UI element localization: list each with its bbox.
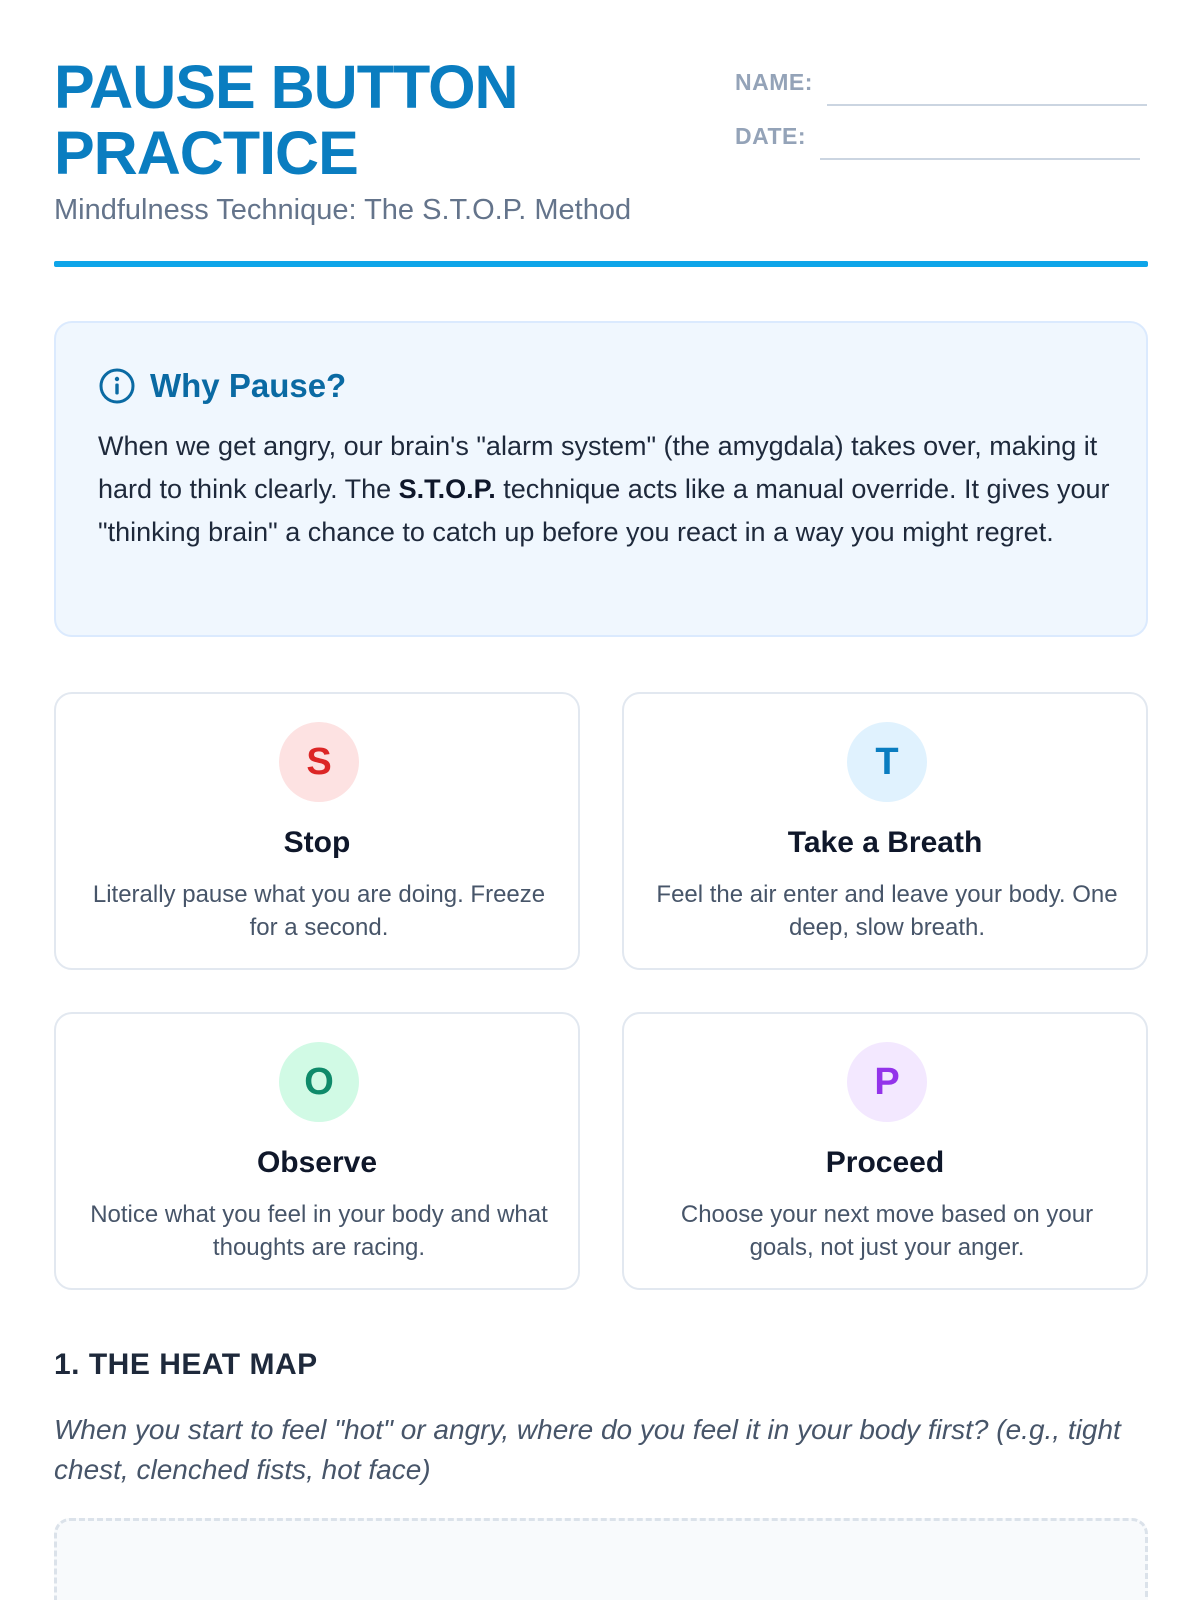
heat-map-prompt: When you start to feel "hot" or angry, where do you feel it in your body first? (e.g., tight chest, clenched fists, hot face) xyxy=(54,1414,1121,1485)
step-letter-badge: P xyxy=(847,1042,927,1122)
title-line-1: PAUSE BUTTON xyxy=(54,53,518,121)
step-description: Literally pause what you are doing. Freeze for a second. xyxy=(92,881,546,941)
date-field xyxy=(735,110,1140,150)
title-line-2: PRACTICE xyxy=(54,119,358,187)
step-title: Proceed xyxy=(825,1146,945,1179)
step-title: Observe xyxy=(256,1146,378,1179)
why-pause-body-bold: S.T.O.P. xyxy=(398,474,496,504)
step-letter-badge: T xyxy=(847,722,927,802)
why-pause-title: Why Pause? xyxy=(150,367,347,404)
name-label: NAME: xyxy=(735,69,813,95)
why-pause-body-text-2: technique acts like a manual override. It gives your "thinking brain" a chance to catch up before you react in a way you might regret. xyxy=(98,474,1110,547)
heat-map-answer-box[interactable] xyxy=(54,1518,1148,1600)
step-description: Notice what you feel in your body and what thoughts are racing. xyxy=(90,1201,548,1261)
step-description: Feel the air enter and leave your body. One deep, slow breath. xyxy=(656,881,1118,941)
why-pause-header xyxy=(98,367,346,405)
step-letter-badge: S xyxy=(279,722,359,802)
step-card-take-a-breath xyxy=(622,692,1148,970)
why-pause-body-text-1: When we get angry, our brain's "alarm system" (the amygdala) takes over, making it hard to think clearly. The xyxy=(98,431,1098,504)
step-letter-badge: O xyxy=(279,1042,359,1122)
step-title: Stop xyxy=(283,826,351,859)
page-subtitle: Mindfulness Technique: The S.T.O.P. Method xyxy=(54,194,632,226)
date-input-line[interactable] xyxy=(820,158,1140,160)
page-title xyxy=(54,54,694,186)
name-input-line[interactable] xyxy=(827,104,1147,106)
step-title: Take a Breath xyxy=(787,826,983,859)
info-circle-icon xyxy=(98,367,136,405)
step-card-stop xyxy=(54,692,580,970)
step-card-observe xyxy=(54,1012,580,1290)
name-field xyxy=(735,56,1147,96)
why-pause-body xyxy=(98,425,1118,554)
step-card-proceed xyxy=(622,1012,1148,1290)
date-label: DATE: xyxy=(735,123,807,149)
why-pause-box xyxy=(54,321,1148,637)
header-divider xyxy=(54,261,1148,267)
step-description: Choose your next move based on your goals, not just your anger. xyxy=(680,1201,1094,1261)
heat-map-section-title: 1. THE HEAT MAP xyxy=(54,1348,318,1381)
